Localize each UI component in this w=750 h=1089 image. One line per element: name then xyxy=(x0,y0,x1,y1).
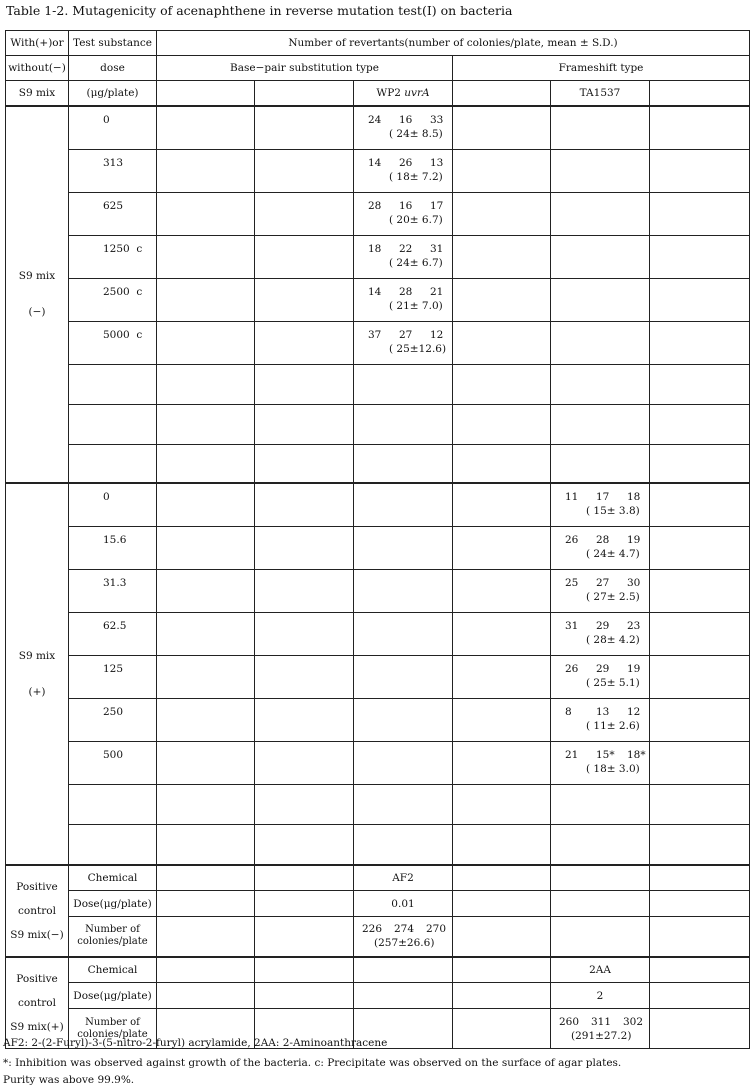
count-2: 16 xyxy=(399,113,413,126)
header-s9-cell-1: With(+)or xyxy=(6,31,69,56)
chemical-label: Chemical xyxy=(69,865,157,891)
count-3: 18 xyxy=(627,491,641,503)
count-1: 18 xyxy=(368,242,382,255)
count-3: 21 xyxy=(430,285,444,298)
count-2: 13 xyxy=(596,706,610,718)
count-2: 28 xyxy=(399,285,413,298)
wp2-count-cell xyxy=(354,192,453,235)
strain-wp2-label: WP2 xyxy=(376,86,401,99)
mean-sd: ( 18± 7.2) xyxy=(389,170,443,183)
minus-row-5 xyxy=(6,321,750,364)
pos-plus-count-cell xyxy=(551,1009,650,1049)
count-1: 260 xyxy=(559,1015,580,1028)
ta1537-count-cell xyxy=(551,570,650,613)
dose-cell: 250 xyxy=(69,699,157,742)
pos-minus-label-cell xyxy=(6,865,69,957)
count-2: 27 xyxy=(596,577,610,589)
ta1537-count-cell xyxy=(551,699,650,742)
pos-plus-label-2: control xyxy=(18,996,56,1009)
minus-row-2 xyxy=(6,192,750,235)
mean-sd: ( 27± 2.5) xyxy=(586,591,640,603)
header-s9-cell-2: without(−) xyxy=(6,56,69,81)
header-frameshift: Frameshift type xyxy=(453,56,750,81)
count-2: 26 xyxy=(399,156,413,169)
minus-row-empty-2 xyxy=(6,404,750,444)
header-row-1 xyxy=(6,31,750,56)
ta1537-count-cell xyxy=(551,742,650,785)
header-strain-empty-3 xyxy=(453,81,551,106)
pos-plus-label-cell xyxy=(6,957,69,1049)
dose-cell: 313 xyxy=(69,149,157,192)
mean-sd: (257±26.6) xyxy=(374,937,435,950)
count-1: 11 xyxy=(565,491,579,503)
mean-sd: ( 21± 7.0) xyxy=(389,299,443,312)
count-1: 37 xyxy=(368,328,382,341)
dose-cell: 5000 c xyxy=(69,321,157,364)
count-1: 14 xyxy=(368,156,382,169)
ta1537-count-cell xyxy=(551,527,650,570)
minus-row-empty-1 xyxy=(6,364,750,404)
header-strain-ta1537: TA1537 xyxy=(551,81,650,106)
mean-sd: ( 24± 6.7) xyxy=(389,256,443,269)
count-1: 24 xyxy=(368,113,382,126)
plus-row-empty-2 xyxy=(6,825,750,865)
count-3: 33 xyxy=(430,113,444,126)
group-plus-sign: (+) xyxy=(28,685,46,698)
pos-plus-dose: 2 xyxy=(551,983,650,1009)
mean-sd: ( 25± 5.1) xyxy=(586,677,640,689)
count-3: 17 xyxy=(430,199,444,212)
plus-row-1 xyxy=(6,527,750,570)
pos-minus-label-2: control xyxy=(18,904,56,917)
header-strain-empty-2 xyxy=(255,81,354,106)
count-2: 22 xyxy=(399,242,413,255)
count-3: 31 xyxy=(430,242,444,255)
mean-sd: ( 24± 4.7) xyxy=(586,548,640,560)
dose-cell: 62.5 xyxy=(69,613,157,656)
minus-row-1 xyxy=(6,149,750,192)
plus-row-3 xyxy=(6,613,750,656)
count-2: 27 xyxy=(399,328,413,341)
header-row-2 xyxy=(6,56,750,81)
mean-sd: ( 18± 3.0) xyxy=(586,763,640,775)
header-strain-wp2 xyxy=(354,81,453,106)
dose-label: Dose(μg/plate) xyxy=(69,891,157,917)
count-2: 15* xyxy=(596,749,615,761)
header-dose-cell-3: (μg/plate) xyxy=(69,81,157,106)
pos-minus-label-3: S9 mix(−) xyxy=(10,928,64,941)
count-2: 311 xyxy=(591,1015,612,1028)
footnote-purity: Purity was above 99.9%. xyxy=(3,1074,135,1086)
pos-minus-label-1: Positive xyxy=(16,880,58,893)
strain-wp2-suffix: uvrA xyxy=(404,86,430,99)
mean-sd: ( 20± 6.7) xyxy=(389,213,443,226)
count-2: 17 xyxy=(596,491,610,503)
count-2: 29 xyxy=(596,620,610,632)
mutagenicity-table xyxy=(5,30,750,1049)
ta1537-count-cell xyxy=(551,483,650,527)
group-minus-label-cell xyxy=(6,106,69,484)
mean-sd: ( 11± 2.6) xyxy=(586,720,640,732)
footnote-symbols: *: Inhibition was observed against growth of the bacteria. c: Precipitate was observed on the surface of agar plates. xyxy=(3,1057,622,1069)
header-revertants: Number of revertants(number of colonies/plate, mean ± S.D.) xyxy=(157,31,750,56)
count-3: 19 xyxy=(627,534,641,546)
wp2-count-cell xyxy=(354,235,453,278)
group-plus-label: S9 mix xyxy=(18,649,56,662)
pos-plus-chemical: 2AA xyxy=(551,957,650,983)
count-1: 31 xyxy=(565,620,579,632)
dose-cell: 625 xyxy=(69,192,157,235)
colonies-label-1: Number of xyxy=(85,924,140,936)
count-2: 28 xyxy=(596,534,610,546)
table-title: Table 1-2. Mutagenicity of acenaphthene in reverse mutation test(I) on bacteria xyxy=(6,3,513,18)
group-plus-label-cell xyxy=(6,483,69,865)
header-s9-cell-3: S9 mix xyxy=(6,81,69,106)
pos-minus-dose: 0.01 xyxy=(354,891,453,917)
dose-label: Dose(μg/plate) xyxy=(69,983,157,1009)
count-1: 21 xyxy=(565,749,579,761)
pos-minus-chemical: AF2 xyxy=(354,865,453,891)
count-3: 12 xyxy=(627,706,641,718)
count-2: 29 xyxy=(596,663,610,675)
header-dose-cell-1: Test substance xyxy=(69,31,157,56)
minus-row-4 xyxy=(6,278,750,321)
ta1537-count-cell xyxy=(551,613,650,656)
dose-cell: 500 xyxy=(69,742,157,785)
group-minus-sign: (−) xyxy=(28,306,46,319)
colonies-label-2: colonies/plate xyxy=(77,1028,148,1040)
minus-row-3 xyxy=(6,235,750,278)
dose-cell: 31.3 xyxy=(69,570,157,613)
mean-sd: ( 28± 4.2) xyxy=(586,634,640,646)
count-1: 26 xyxy=(565,663,579,675)
count-2: 16 xyxy=(399,199,413,212)
plus-row-4 xyxy=(6,656,750,699)
plus-row-6 xyxy=(6,742,750,785)
ta1537-count-cell xyxy=(551,656,650,699)
header-base-pair: Base−pair substitution type xyxy=(157,56,453,81)
count-2: 274 xyxy=(394,923,415,936)
count-3: 13 xyxy=(430,156,444,169)
pos-plus-label-1: Positive xyxy=(16,972,58,985)
plus-row-empty-1 xyxy=(6,785,750,825)
dose-cell: 2500 c xyxy=(69,278,157,321)
pos-plus-chem-row xyxy=(6,957,750,983)
wp2-count-cell xyxy=(354,149,453,192)
header-strain-empty-4 xyxy=(650,81,750,106)
footnote-abbreviations: AF2: 2-(2-Furyl)-3-(5-nitro-2-furyl) acrylamide, 2AA: 2-Aminoanthracene xyxy=(3,1037,388,1049)
header-dose-cell-2: dose xyxy=(69,56,157,81)
header-row-3 xyxy=(6,81,750,106)
chemical-label: Chemical xyxy=(69,957,157,983)
count-3: 23 xyxy=(627,620,641,632)
count-3: 19 xyxy=(627,663,641,675)
mean-sd: ( 25±12.6) xyxy=(389,342,447,355)
count-3: 18* xyxy=(627,749,646,761)
count-1: 14 xyxy=(368,285,382,298)
dose-cell: 15.6 xyxy=(69,527,157,570)
minus-row-empty-3 xyxy=(6,444,750,483)
wp2-count-cell xyxy=(354,278,453,321)
count-1: 26 xyxy=(565,534,579,546)
count-1: 226 xyxy=(362,923,383,936)
count-3: 30 xyxy=(627,577,641,589)
count-3: 12 xyxy=(430,328,444,341)
colonies-label-2: colonies/plate xyxy=(77,936,148,948)
plus-row-0 xyxy=(6,483,750,527)
pos-minus-chem-row xyxy=(6,865,750,891)
plus-row-5 xyxy=(6,699,750,742)
pos-minus-dose-row xyxy=(6,891,750,917)
mean-sd: (291±27.2) xyxy=(571,1029,632,1042)
mean-sd: ( 15± 3.8) xyxy=(586,505,640,517)
count-1: 28 xyxy=(368,199,382,212)
group-minus-label: S9 mix xyxy=(18,270,56,283)
count-1: 8 xyxy=(565,706,572,718)
pos-plus-dose-row xyxy=(6,983,750,1009)
plus-row-2 xyxy=(6,570,750,613)
pos-plus-label-3: S9 mix(+) xyxy=(10,1020,64,1033)
dose-cell: 0 xyxy=(69,483,157,527)
count-3: 302 xyxy=(623,1015,644,1028)
dose-cell: 125 xyxy=(69,656,157,699)
colonies-label xyxy=(69,917,157,957)
count-1: 25 xyxy=(565,577,579,589)
colonies-label-1: Number of xyxy=(85,1016,140,1028)
pos-minus-count-row xyxy=(6,917,750,957)
minus-row-0 xyxy=(6,106,750,150)
wp2-count-cell xyxy=(354,321,453,364)
header-strain-empty-1 xyxy=(157,81,255,106)
wp2-count-cell xyxy=(354,106,453,150)
dose-cell: 1250 c xyxy=(69,235,157,278)
pos-minus-count-cell xyxy=(354,917,453,957)
dose-cell: 0 xyxy=(69,106,157,150)
count-3: 270 xyxy=(426,923,447,936)
mean-sd: ( 24± 8.5) xyxy=(389,127,443,140)
